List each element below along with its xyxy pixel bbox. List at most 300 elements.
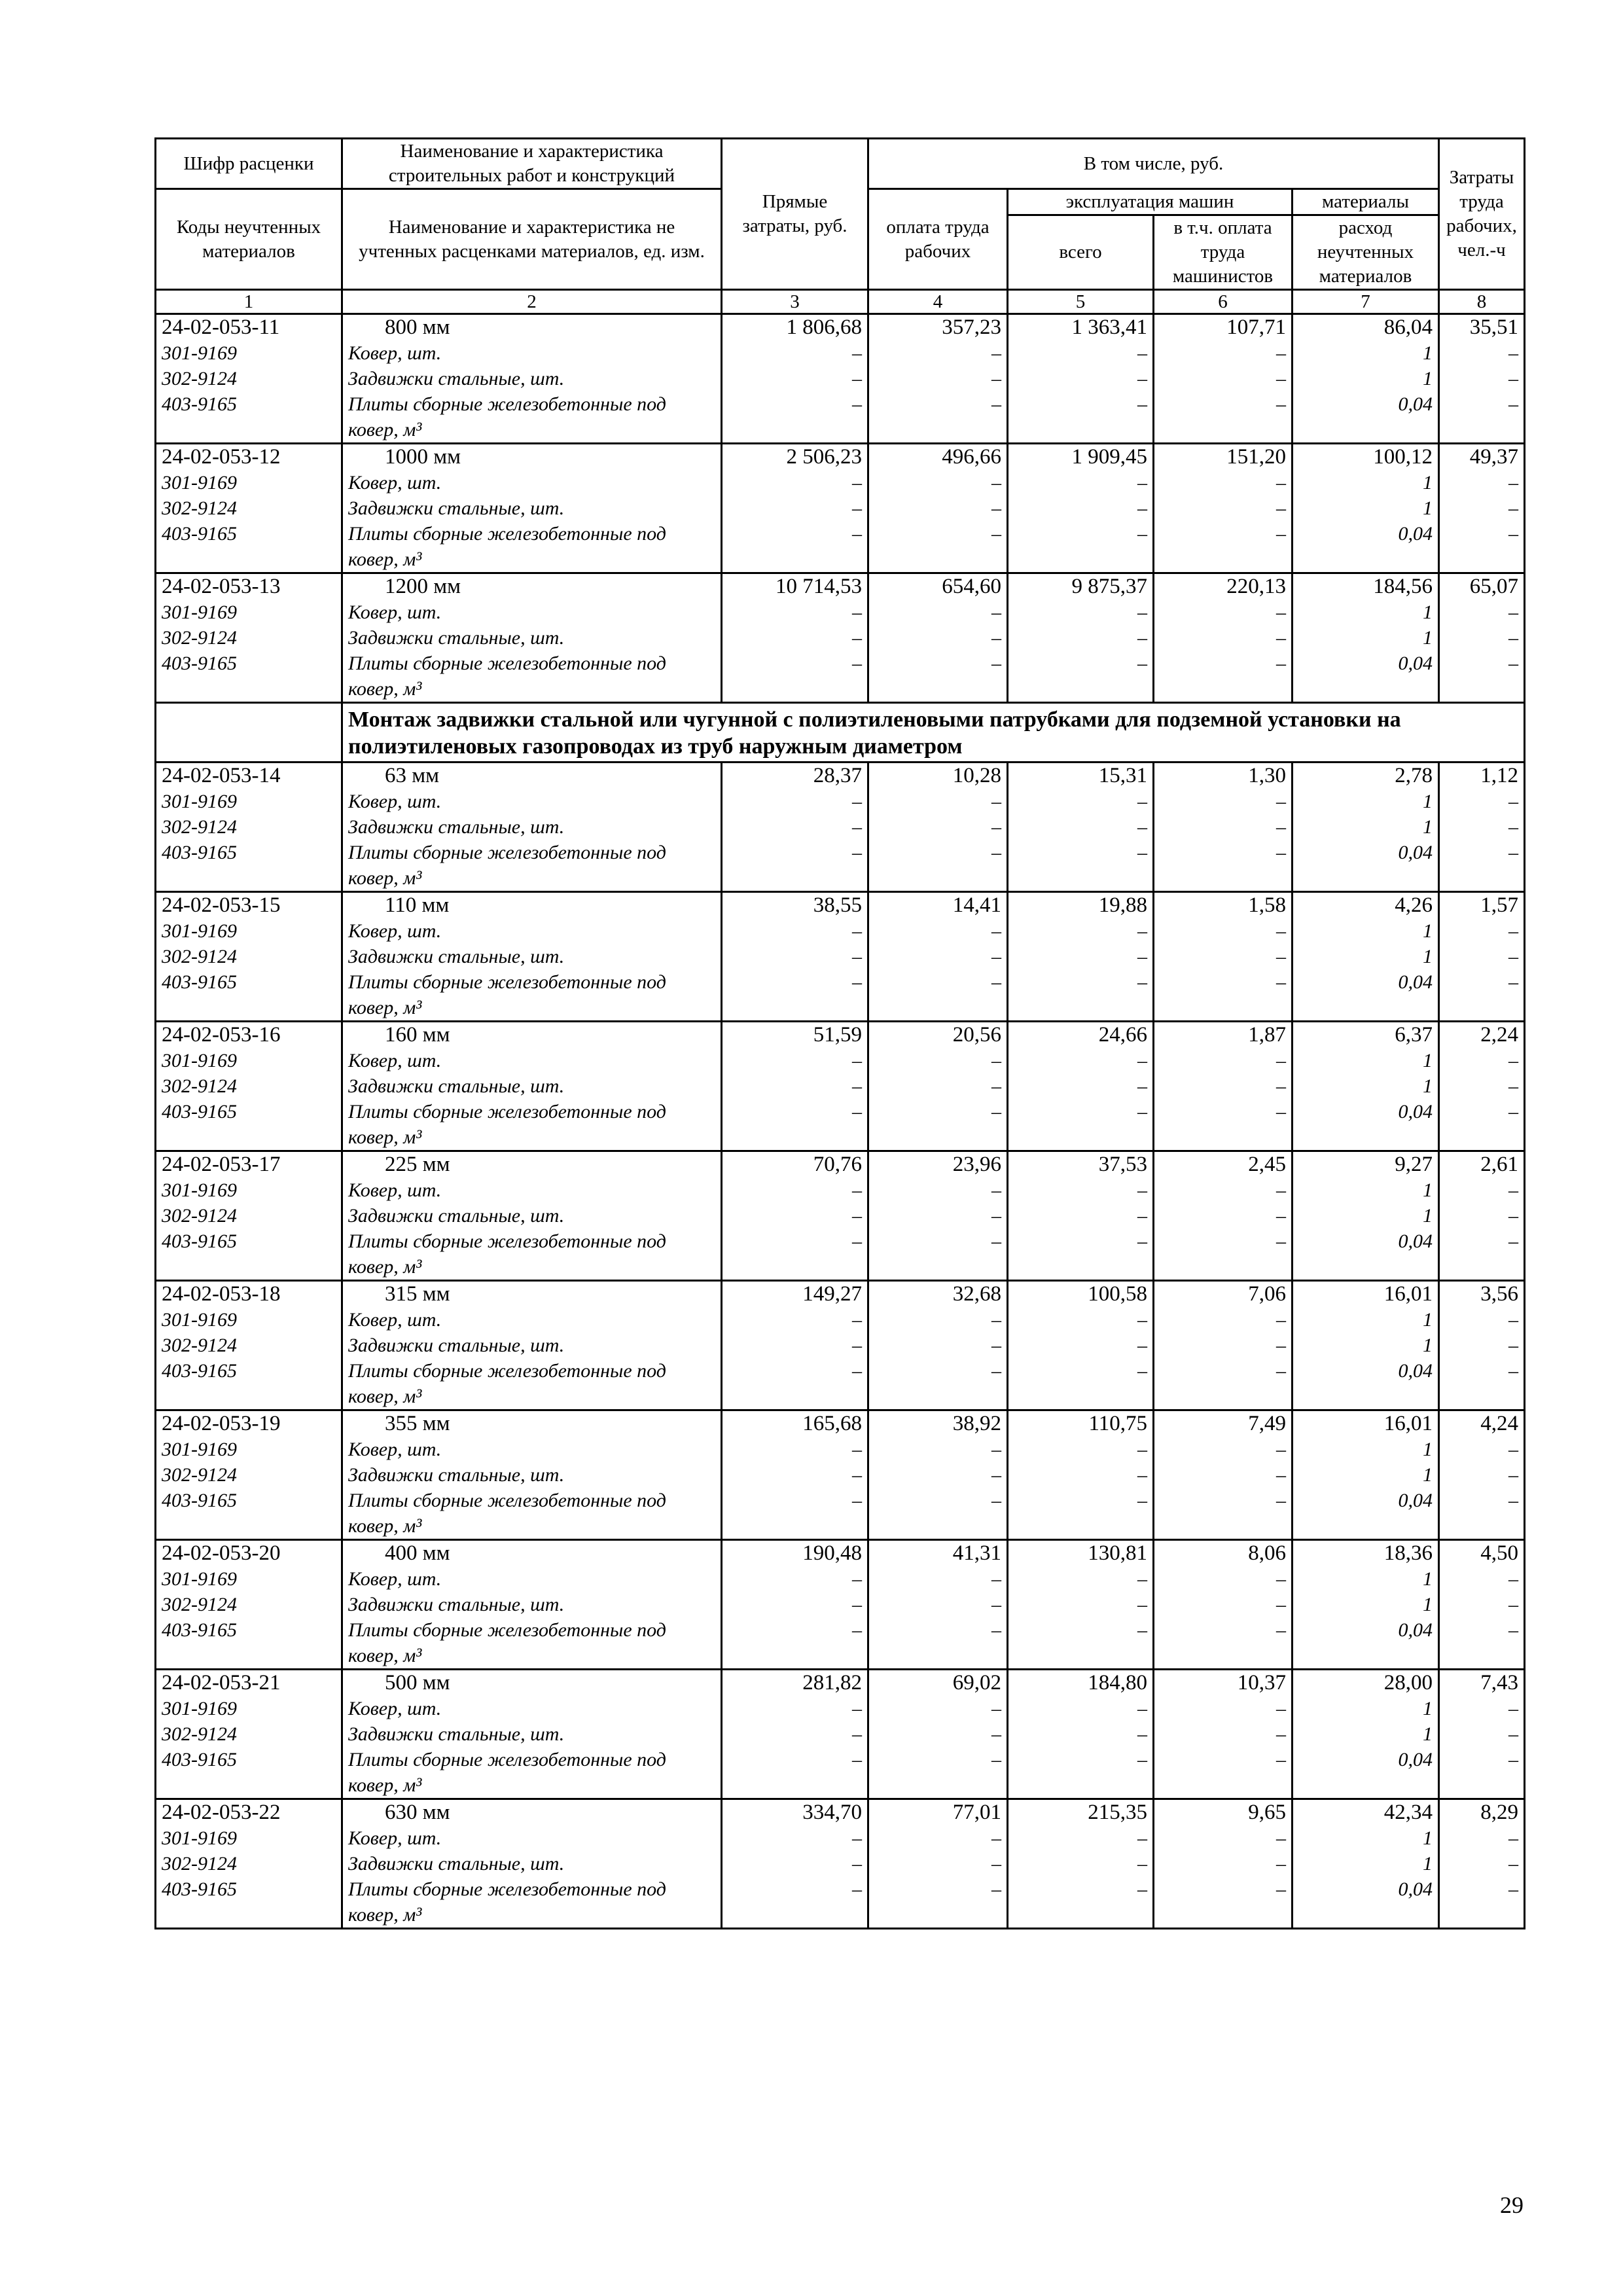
dash-mark: – bbox=[1276, 497, 1286, 519]
direct-costs-value: 334,70 bbox=[802, 1801, 862, 1824]
dash-mark: – bbox=[1137, 1075, 1147, 1097]
dash-mark: – bbox=[991, 342, 1001, 364]
material-code: 403-9165 bbox=[162, 1619, 237, 1641]
labor-costs-value: 1,12 bbox=[1480, 764, 1518, 787]
rate-code: 24-02-053-11 bbox=[162, 315, 280, 339]
dash-mark: – bbox=[1276, 627, 1286, 649]
dash-mark: – bbox=[1508, 1075, 1518, 1097]
dash-mark: – bbox=[852, 1309, 862, 1331]
material-name: Ковер, шт. bbox=[348, 342, 442, 364]
table-row bbox=[156, 314, 1525, 444]
column-number: 7 bbox=[1293, 290, 1439, 314]
workers-pay-cell bbox=[868, 762, 1008, 892]
machinists-pay-cell bbox=[1154, 314, 1293, 444]
dash-mark: – bbox=[1276, 1179, 1286, 1201]
section-title: Монтаж задвижки стальной или чугунной с полиэтиленовыми патрубками для подземной установки на полиэтиленовых газопроводах из труб наружным диаметром bbox=[342, 703, 1525, 762]
material-name: Задвижки стальные, шт. bbox=[348, 1723, 565, 1745]
rate-item bbox=[156, 1410, 1525, 1540]
material-name: Плиты сборные железобетонные под bbox=[348, 842, 666, 863]
dash-mark: – bbox=[991, 1050, 1001, 1071]
dash-mark: – bbox=[1137, 627, 1147, 649]
material-code: 302-9124 bbox=[162, 1464, 237, 1486]
material-qty: 0,04 bbox=[1398, 1101, 1433, 1122]
material-code: 302-9124 bbox=[162, 497, 237, 519]
workers-pay-value: 496,66 bbox=[942, 445, 1001, 469]
dash-mark: – bbox=[991, 816, 1001, 838]
dash-mark: – bbox=[852, 1230, 862, 1252]
material-qty: 1 bbox=[1423, 1050, 1433, 1071]
dash-mark: – bbox=[1508, 523, 1518, 545]
dash-mark: – bbox=[1276, 368, 1286, 389]
dash-mark: – bbox=[1137, 791, 1147, 812]
dash-mark: – bbox=[1508, 497, 1518, 519]
labor-costs-value: 1,57 bbox=[1480, 893, 1518, 917]
labor-costs-value: 3,56 bbox=[1480, 1282, 1518, 1306]
dash-mark: – bbox=[1276, 1101, 1286, 1122]
material-code: 301-9169 bbox=[162, 1050, 237, 1071]
material-code: 403-9165 bbox=[162, 653, 237, 674]
name-cell bbox=[342, 1799, 722, 1929]
dash-mark: – bbox=[1276, 791, 1286, 812]
column-number: 2 bbox=[342, 290, 722, 314]
labor-costs-cell bbox=[1439, 444, 1525, 573]
labor-costs-value: 8,29 bbox=[1480, 1801, 1518, 1824]
dash-mark: – bbox=[1508, 1101, 1518, 1122]
dash-mark: – bbox=[852, 1853, 862, 1874]
dash-mark: – bbox=[1276, 472, 1286, 493]
dash-mark: – bbox=[852, 1205, 862, 1227]
dash-mark: – bbox=[1508, 1698, 1518, 1719]
dash-mark: – bbox=[1276, 653, 1286, 674]
material-code: 301-9169 bbox=[162, 342, 237, 364]
dash-mark: – bbox=[991, 1309, 1001, 1331]
workers-pay-cell bbox=[868, 1022, 1008, 1151]
dash-mark: – bbox=[1276, 1698, 1286, 1719]
direct-costs-value: 10 714,53 bbox=[776, 575, 862, 598]
rate-item bbox=[156, 444, 1525, 573]
header-materials-use: расход неучтенных материалов bbox=[1293, 215, 1439, 290]
materials-cell bbox=[1293, 892, 1439, 1022]
materials-value: 9,27 bbox=[1395, 1153, 1433, 1176]
material-name-cont: ковер, м³ bbox=[348, 1386, 422, 1407]
machinists-pay-cell bbox=[1154, 1410, 1293, 1540]
header-direct-costs: Прямые затраты, руб. bbox=[722, 139, 868, 290]
machines-total-cell bbox=[1008, 1670, 1154, 1799]
dash-mark: – bbox=[991, 971, 1001, 993]
labor-costs-value: 4,24 bbox=[1480, 1412, 1518, 1435]
dash-mark: – bbox=[991, 842, 1001, 863]
rate-code: 24-02-053-18 bbox=[162, 1282, 281, 1306]
dash-mark: – bbox=[852, 1698, 862, 1719]
material-code: 403-9165 bbox=[162, 971, 237, 993]
material-qty: 0,04 bbox=[1398, 393, 1433, 415]
dash-mark: – bbox=[852, 920, 862, 942]
dash-mark: – bbox=[1137, 816, 1147, 838]
material-code: 301-9169 bbox=[162, 920, 237, 942]
workers-pay-cell bbox=[868, 892, 1008, 1022]
machines-total-cell bbox=[1008, 314, 1154, 444]
machines-total-value: 1 909,45 bbox=[1071, 445, 1147, 469]
table-header bbox=[156, 139, 1525, 314]
workers-pay-cell bbox=[868, 444, 1008, 573]
direct-costs-cell bbox=[722, 1540, 868, 1670]
material-qty: 1 bbox=[1423, 1205, 1433, 1227]
material-qty: 1 bbox=[1423, 1853, 1433, 1874]
workers-pay-value: 69,02 bbox=[952, 1671, 1001, 1695]
material-name: Задвижки стальные, шт. bbox=[348, 1464, 565, 1486]
dash-mark: – bbox=[1276, 1853, 1286, 1874]
machinists-pay-cell bbox=[1154, 1540, 1293, 1670]
code-cell bbox=[156, 892, 342, 1022]
workers-pay-value: 20,56 bbox=[952, 1023, 1001, 1047]
material-name: Задвижки стальные, шт. bbox=[348, 1205, 565, 1227]
dash-mark: – bbox=[1137, 1490, 1147, 1511]
dash-mark: – bbox=[1276, 1878, 1286, 1900]
labor-costs-value: 35,51 bbox=[1469, 315, 1518, 339]
dash-mark: – bbox=[991, 1205, 1001, 1227]
dash-mark: – bbox=[1276, 1230, 1286, 1252]
machines-total-value: 215,35 bbox=[1088, 1801, 1147, 1824]
direct-costs-value: 51,59 bbox=[813, 1023, 862, 1047]
dash-mark: – bbox=[1508, 1230, 1518, 1252]
dash-mark: – bbox=[1137, 1360, 1147, 1382]
dash-mark: – bbox=[1137, 368, 1147, 389]
dash-mark: – bbox=[1508, 791, 1518, 812]
dash-mark: – bbox=[1137, 1568, 1147, 1590]
direct-costs-cell bbox=[722, 444, 868, 573]
direct-costs-value: 2 506,23 bbox=[786, 445, 862, 469]
materials-value: 184,56 bbox=[1373, 575, 1433, 598]
material-name: Задвижки стальные, шт. bbox=[348, 1075, 565, 1097]
materials-cell bbox=[1293, 1670, 1439, 1799]
code-cell bbox=[156, 573, 342, 703]
machinists-pay-value: 7,06 bbox=[1248, 1282, 1286, 1306]
rate-name: 1200 мм bbox=[385, 575, 461, 598]
dash-mark: – bbox=[1137, 920, 1147, 942]
workers-pay-cell bbox=[868, 314, 1008, 444]
dash-mark: – bbox=[1137, 1230, 1147, 1252]
dash-mark: – bbox=[852, 791, 862, 812]
dash-mark: – bbox=[1508, 1723, 1518, 1745]
rate-item bbox=[156, 762, 1525, 892]
material-name-cont: ковер, м³ bbox=[348, 1256, 422, 1278]
material-code: 302-9124 bbox=[162, 1205, 237, 1227]
dash-mark: – bbox=[1508, 1439, 1518, 1460]
header-code: Шифр расценки bbox=[156, 139, 342, 189]
material-code: 302-9124 bbox=[162, 946, 237, 967]
dash-mark: – bbox=[1137, 523, 1147, 545]
section bbox=[156, 703, 1525, 762]
material-code: 301-9169 bbox=[162, 1698, 237, 1719]
dash-mark: – bbox=[991, 1101, 1001, 1122]
labor-costs-cell bbox=[1439, 1022, 1525, 1151]
material-qty: 0,04 bbox=[1398, 523, 1433, 545]
dash-mark: – bbox=[1276, 1568, 1286, 1590]
direct-costs-value: 70,76 bbox=[813, 1153, 862, 1176]
name-cell bbox=[342, 762, 722, 892]
material-name: Плиты сборные железобетонные под bbox=[348, 393, 666, 415]
dash-mark: – bbox=[991, 1075, 1001, 1097]
dash-mark: – bbox=[852, 842, 862, 863]
machinists-pay-value: 8,06 bbox=[1248, 1541, 1286, 1565]
material-qty: 1 bbox=[1423, 472, 1433, 493]
dash-mark: – bbox=[991, 1568, 1001, 1590]
material-name: Плиты сборные железобетонные под bbox=[348, 971, 666, 993]
dash-mark: – bbox=[991, 523, 1001, 545]
machinists-pay-cell bbox=[1154, 1799, 1293, 1929]
code-cell bbox=[156, 1151, 342, 1281]
machinists-pay-value: 1,58 bbox=[1248, 893, 1286, 917]
material-qty: 0,04 bbox=[1398, 653, 1433, 674]
rate-code: 24-02-053-19 bbox=[162, 1412, 281, 1435]
material-qty: 1 bbox=[1423, 601, 1433, 623]
rate-name: 800 мм bbox=[385, 315, 450, 339]
dash-mark: – bbox=[852, 393, 862, 415]
workers-pay-value: 32,68 bbox=[952, 1282, 1001, 1306]
material-name: Плиты сборные железобетонные под bbox=[348, 1490, 666, 1511]
material-qty: 1 bbox=[1423, 368, 1433, 389]
machines-total-cell bbox=[1008, 444, 1154, 573]
labor-costs-value: 2,61 bbox=[1480, 1153, 1518, 1176]
dash-mark: – bbox=[1508, 1335, 1518, 1356]
dash-mark: – bbox=[1137, 1853, 1147, 1874]
machinists-pay-cell bbox=[1154, 892, 1293, 1022]
material-qty: 0,04 bbox=[1398, 1878, 1433, 1900]
workers-pay-cell bbox=[868, 1281, 1008, 1410]
dash-mark: – bbox=[1508, 393, 1518, 415]
machines-total-cell bbox=[1008, 1540, 1154, 1670]
material-qty: 1 bbox=[1423, 1568, 1433, 1590]
direct-costs-value: 28,37 bbox=[813, 764, 862, 787]
dash-mark: – bbox=[1137, 1749, 1147, 1770]
material-code: 403-9165 bbox=[162, 1749, 237, 1770]
section-blank-cell bbox=[156, 703, 342, 762]
table-row bbox=[156, 1281, 1525, 1410]
dash-mark: – bbox=[1276, 1749, 1286, 1770]
dash-mark: – bbox=[1276, 1490, 1286, 1511]
dash-mark: – bbox=[991, 1360, 1001, 1382]
rate-item bbox=[156, 892, 1525, 1022]
name-cell bbox=[342, 1151, 722, 1281]
direct-costs-cell bbox=[722, 1151, 868, 1281]
direct-costs-value: 190,48 bbox=[802, 1541, 862, 1565]
rate-item bbox=[156, 1151, 1525, 1281]
material-qty: 1 bbox=[1423, 920, 1433, 942]
rate-code: 24-02-053-21 bbox=[162, 1671, 281, 1695]
price-table-page bbox=[154, 137, 1524, 1929]
header-name: Наименование и характеристика строительных работ и конструкций bbox=[342, 139, 722, 189]
column-number: 8 bbox=[1439, 290, 1525, 314]
code-cell bbox=[156, 1670, 342, 1799]
material-qty: 0,04 bbox=[1398, 1619, 1433, 1641]
material-qty: 1 bbox=[1423, 497, 1433, 519]
dash-mark: – bbox=[852, 1360, 862, 1382]
dash-mark: – bbox=[1137, 601, 1147, 623]
workers-pay-cell bbox=[868, 1540, 1008, 1670]
material-name: Плиты сборные железобетонные под bbox=[348, 1619, 666, 1641]
machinists-pay-value: 10,37 bbox=[1237, 1671, 1286, 1695]
material-code: 302-9124 bbox=[162, 1723, 237, 1745]
dash-mark: – bbox=[1508, 1749, 1518, 1770]
material-name: Плиты сборные железобетонные под bbox=[348, 523, 666, 545]
material-qty: 1 bbox=[1423, 342, 1433, 364]
machines-total-cell bbox=[1008, 1022, 1154, 1151]
dash-mark: – bbox=[852, 653, 862, 674]
code-cell bbox=[156, 1799, 342, 1929]
rate-code: 24-02-053-22 bbox=[162, 1801, 281, 1824]
workers-pay-value: 357,23 bbox=[942, 315, 1001, 339]
machinists-pay-cell bbox=[1154, 1281, 1293, 1410]
material-code: 301-9169 bbox=[162, 1309, 237, 1331]
dash-mark: – bbox=[1508, 971, 1518, 993]
dash-mark: – bbox=[1276, 1439, 1286, 1460]
machines-total-value: 19,88 bbox=[1098, 893, 1147, 917]
dash-mark: – bbox=[1137, 1439, 1147, 1460]
material-qty: 1 bbox=[1423, 816, 1433, 838]
dash-mark: – bbox=[1137, 472, 1147, 493]
material-name-cont: ковер, м³ bbox=[348, 867, 422, 889]
machines-total-value: 9 875,37 bbox=[1071, 575, 1147, 598]
dash-mark: – bbox=[1508, 1878, 1518, 1900]
rate-item bbox=[156, 1670, 1525, 1799]
name-cell bbox=[342, 444, 722, 573]
table-row bbox=[156, 1410, 1525, 1540]
materials-cell bbox=[1293, 1281, 1439, 1410]
dash-mark: – bbox=[1276, 1827, 1286, 1849]
material-qty: 1 bbox=[1423, 1698, 1433, 1719]
dash-mark: – bbox=[852, 523, 862, 545]
dash-mark: – bbox=[852, 368, 862, 389]
header-machines-total: всего bbox=[1008, 215, 1154, 290]
material-code: 301-9169 bbox=[162, 601, 237, 623]
direct-costs-value: 165,68 bbox=[802, 1412, 862, 1435]
dash-mark: – bbox=[1137, 1179, 1147, 1201]
dash-mark: – bbox=[1276, 946, 1286, 967]
code-cell bbox=[156, 1281, 342, 1410]
labor-costs-cell bbox=[1439, 762, 1525, 892]
dash-mark: – bbox=[1137, 1205, 1147, 1227]
dash-mark: – bbox=[991, 601, 1001, 623]
materials-cell bbox=[1293, 1022, 1439, 1151]
labor-costs-cell bbox=[1439, 1281, 1525, 1410]
material-code: 403-9165 bbox=[162, 1230, 237, 1252]
material-name: Задвижки стальные, шт. bbox=[348, 368, 565, 389]
dash-mark: – bbox=[1508, 342, 1518, 364]
machines-total-value: 37,53 bbox=[1098, 1153, 1147, 1176]
direct-costs-cell bbox=[722, 1022, 868, 1151]
dash-mark: – bbox=[1508, 920, 1518, 942]
dash-mark: – bbox=[1508, 816, 1518, 838]
materials-cell bbox=[1293, 1799, 1439, 1929]
materials-value: 18,36 bbox=[1383, 1541, 1433, 1565]
rate-name: 160 мм bbox=[385, 1023, 450, 1047]
dash-mark: – bbox=[852, 497, 862, 519]
material-name: Плиты сборные железобетонные под bbox=[348, 1360, 666, 1382]
materials-cell bbox=[1293, 444, 1439, 573]
rate-code: 24-02-053-20 bbox=[162, 1541, 281, 1565]
dash-mark: – bbox=[991, 791, 1001, 812]
price-table bbox=[154, 137, 1525, 1929]
table-row bbox=[156, 1022, 1525, 1151]
materials-cell bbox=[1293, 1151, 1439, 1281]
direct-costs-cell bbox=[722, 892, 868, 1022]
header-material-names: Наименование и характеристика не учтенных расценками материалов, ед. изм. bbox=[342, 189, 722, 290]
material-name-cont: ковер, м³ bbox=[348, 1904, 422, 1926]
rate-item bbox=[156, 1022, 1525, 1151]
materials-value: 42,34 bbox=[1383, 1801, 1433, 1824]
machinists-pay-value: 220,13 bbox=[1226, 575, 1286, 598]
material-code: 301-9169 bbox=[162, 1827, 237, 1849]
machinists-pay-value: 1,87 bbox=[1248, 1023, 1286, 1047]
material-name: Ковер, шт. bbox=[348, 1439, 442, 1460]
rate-code: 24-02-053-17 bbox=[162, 1153, 281, 1176]
dash-mark: – bbox=[1137, 1335, 1147, 1356]
materials-cell bbox=[1293, 1410, 1439, 1540]
dash-mark: – bbox=[991, 1230, 1001, 1252]
workers-pay-cell bbox=[868, 1799, 1008, 1929]
machinists-pay-value: 1,30 bbox=[1248, 764, 1286, 787]
dash-mark: – bbox=[1276, 1594, 1286, 1615]
dash-mark: – bbox=[852, 1878, 862, 1900]
materials-cell bbox=[1293, 762, 1439, 892]
material-code: 302-9124 bbox=[162, 1853, 237, 1874]
dash-mark: – bbox=[852, 1179, 862, 1201]
code-cell bbox=[156, 1410, 342, 1540]
materials-cell bbox=[1293, 1540, 1439, 1670]
machines-total-cell bbox=[1008, 892, 1154, 1022]
dash-mark: – bbox=[1508, 946, 1518, 967]
dash-mark: – bbox=[1137, 1723, 1147, 1745]
direct-costs-cell bbox=[722, 1410, 868, 1540]
dash-mark: – bbox=[1276, 816, 1286, 838]
dash-mark: – bbox=[1137, 1309, 1147, 1331]
dash-mark: – bbox=[991, 1853, 1001, 1874]
column-number: 6 bbox=[1154, 290, 1293, 314]
material-qty: 1 bbox=[1423, 1827, 1433, 1849]
dash-mark: – bbox=[1508, 1179, 1518, 1201]
direct-costs-cell bbox=[722, 314, 868, 444]
rate-name: 630 мм bbox=[385, 1801, 450, 1824]
name-cell bbox=[342, 1022, 722, 1151]
material-code: 301-9169 bbox=[162, 791, 237, 812]
labor-costs-value: 4,50 bbox=[1480, 1541, 1518, 1565]
workers-pay-value: 654,60 bbox=[942, 575, 1001, 598]
header-workers-pay: оплата труда рабочих bbox=[868, 189, 1008, 290]
rate-item bbox=[156, 314, 1525, 444]
header-machines: эксплуатация машин bbox=[1008, 189, 1293, 215]
code-cell bbox=[156, 762, 342, 892]
dash-mark: – bbox=[852, 1490, 862, 1511]
dash-mark: – bbox=[1137, 1619, 1147, 1641]
dash-mark: – bbox=[1137, 1878, 1147, 1900]
dash-mark: – bbox=[1276, 1335, 1286, 1356]
machines-total-value: 110,75 bbox=[1088, 1412, 1147, 1435]
dash-mark: – bbox=[1508, 1619, 1518, 1641]
dash-mark: – bbox=[1276, 920, 1286, 942]
dash-mark: – bbox=[1276, 1075, 1286, 1097]
workers-pay-value: 38,92 bbox=[952, 1412, 1001, 1435]
dash-mark: – bbox=[1508, 1490, 1518, 1511]
material-qty: 1 bbox=[1423, 1723, 1433, 1745]
machines-total-value: 100,58 bbox=[1088, 1282, 1147, 1306]
dash-mark: – bbox=[991, 653, 1001, 674]
dash-mark: – bbox=[1508, 601, 1518, 623]
rate-item bbox=[156, 1281, 1525, 1410]
section-row bbox=[156, 703, 1525, 762]
materials-value: 2,78 bbox=[1395, 764, 1433, 787]
direct-costs-cell bbox=[722, 1799, 868, 1929]
dash-mark: – bbox=[1508, 368, 1518, 389]
